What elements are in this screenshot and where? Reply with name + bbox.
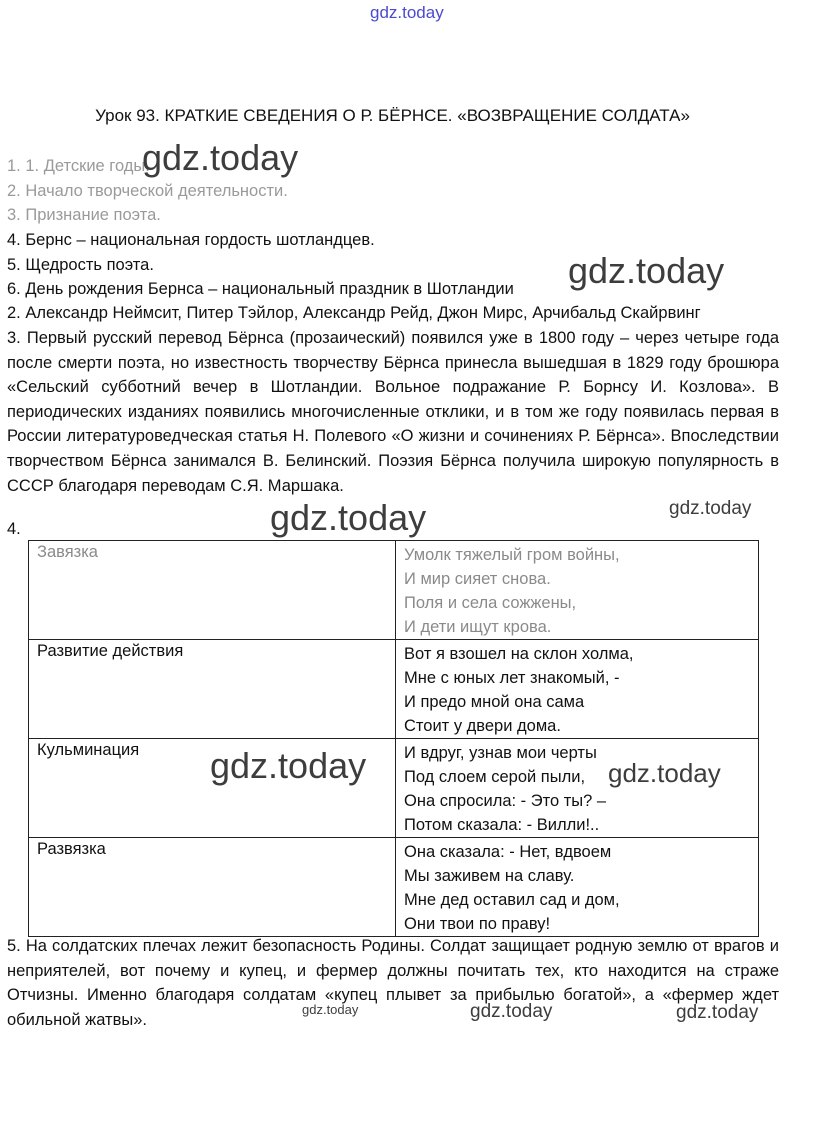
table-row [29, 739, 759, 838]
verse-line: Потом сказала: - Вилли!.. [404, 816, 600, 834]
table-row [29, 541, 759, 640]
task1-item-5: 5. Щедрость поэта. [7, 256, 154, 274]
verse-line: Вот я взошел на склон холма, [404, 645, 634, 663]
watermark-top: gdz.today [370, 3, 444, 22]
task1-item-1: 1. 1. Детские годы. [7, 157, 150, 175]
table-row [29, 838, 759, 937]
watermark: gdz.today [669, 498, 752, 519]
watermark: gdz.today [142, 137, 299, 178]
verse-line: Она спросила: - Это ты? – [404, 792, 607, 810]
task2-text: 2. Александр Неймсит, Питер Тэйлор, Александр Рейд, Джон Мирс, Арчибальд Скайрвинг [7, 304, 701, 322]
watermark: gdz.today [608, 758, 721, 788]
watermark: gdz.today [270, 497, 427, 538]
task4-number: 4. [7, 520, 21, 538]
plot-structure-table [28, 540, 759, 937]
task3-text: 3. Первый русский перевод Бёрнса (прозаический) появился уже в 1800 году – через четыре года после смерти поэта, но известность творчеству Бёрнса принесла вышедшая в 1829 году брошюра «Сельский субботний вечер в Шотландии. Вольное подражание Р. Борнсу И. Козлова». В периодических изданиях появились многочисленные отклики, и в том же году появилась первая в России литературоведческая статья Н. Полевого «О жизни и сочинениях Р. Бёрнса». Впоследствии творчеством Бёрнса занимался В. Белинский. Поэзия Бёрнса получила широкую популярность в СССР благодаря переводам С.Я. Маршака. [7, 329, 779, 495]
table-cell-verse [396, 541, 759, 640]
verse-line: Умолк тяжелый гром войны, [404, 546, 620, 564]
task5-text: 5. На солдатских плечах лежит безопасность Родины. Солдат защищает родную землю от врагов и неприятелей, вот почему и купец, и фермер должны почитать тех, кто находится на страже Отчизны. Именно благодаря солдатам «купец плывет за прибылью богатой», а «фермер ждет обильной жатвы». [7, 937, 779, 1029]
verse-line: Она сказала: - Нет, вдвоем [404, 843, 612, 861]
task1-item-2: 2. Начало творческой деятельности. [7, 182, 288, 200]
table-row [29, 640, 759, 739]
verse-line: И мир сияет снова. [404, 570, 551, 588]
verse-line: Мы заживем на славу. [404, 867, 575, 885]
table-cell-label: Развязка [29, 838, 396, 937]
task1-item-6: 6. День рождения Бернса – национальный праздник в Шотландии [7, 280, 514, 298]
task1-item-3: 3. Признание поэта. [7, 206, 161, 224]
watermark: gdz.today [676, 1002, 759, 1023]
watermark: gdz.today [470, 1001, 553, 1022]
watermark: gdz.today [210, 745, 367, 786]
task1-item-4: 4. Бернс – национальная гордость шотландцев. [7, 231, 375, 249]
verse-line: И вдруг, узнав мои черты [404, 744, 597, 762]
verse-line: Они твои по праву! [404, 915, 551, 933]
verse-line: Поля и села сожжены, [404, 594, 577, 612]
watermark: gdz.today [302, 1002, 359, 1017]
table-cell-verse [396, 640, 759, 739]
verse-line: И дети ищут крова. [404, 618, 552, 636]
verse-line: Мне с юных лет знакомый, - [404, 669, 620, 687]
table-cell-label: Развитие действия [29, 640, 396, 739]
watermark: gdz.today [568, 250, 725, 291]
table-cell-label: Кульминация [29, 739, 396, 838]
verse-line: Мне дед оставил сад и дом, [404, 891, 620, 909]
page-title: Урок 93. КРАТКИЕ СВЕДЕНИЯ О Р. БЁРНСЕ. «ВОЗВРАЩЕНИЕ СОЛДАТА» [95, 106, 690, 125]
table-cell-label: Завязка [29, 541, 396, 640]
verse-line: Под слоем серой пыли, [404, 768, 586, 786]
table-cell-verse [396, 739, 759, 838]
table-cell-verse [396, 838, 759, 937]
verse-line: И предо мной она сама [404, 693, 585, 711]
verse-line: Стоит у двери дома. [404, 717, 561, 735]
